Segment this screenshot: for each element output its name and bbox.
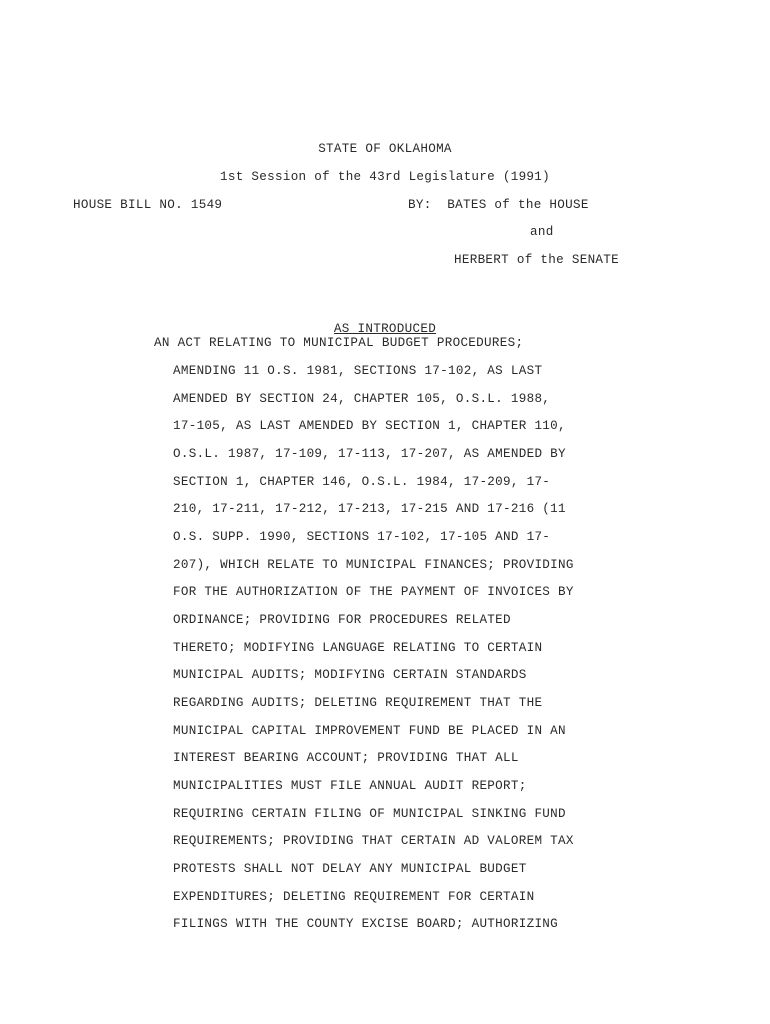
act-line: SECTION 1, CHAPTER 146, O.S.L. 1984, 17-209, 17- xyxy=(173,475,551,489)
status-label: AS INTRODUCED xyxy=(333,322,437,336)
co-author-line: HERBERT of the SENATE xyxy=(454,253,620,267)
act-line: 17-105, AS LAST AMENDED BY SECTION 1, CHAPTER 110, xyxy=(173,419,566,433)
act-line: AMENDING 11 O.S. 1981, SECTIONS 17-102, AS LAST xyxy=(173,364,543,378)
author-line: BY: BATES of the HOUSE xyxy=(408,198,589,212)
act-line: REGARDING AUDITS; DELETING REQUIREMENT THAT THE xyxy=(173,696,543,710)
act-line: 207), WHICH RELATE TO MUNICIPAL FINANCES; PROVIDING xyxy=(173,558,574,572)
act-line: MUNICIPALITIES MUST FILE ANNUAL AUDIT REPORT; xyxy=(173,779,527,793)
act-line: REQUIREMENTS; PROVIDING THAT CERTAIN AD VALOREM TAX xyxy=(173,834,574,848)
and-conjunction: and xyxy=(530,225,554,239)
act-line: FOR THE AUTHORIZATION OF THE PAYMENT OF INVOICES BY xyxy=(173,585,574,599)
act-line: AMENDED BY SECTION 24, CHAPTER 105, O.S.L. 1988, xyxy=(173,392,551,406)
act-line: EXPENDITURES; DELETING REQUIREMENT FOR CERTAIN xyxy=(173,890,535,904)
act-line: REQUIRING CERTAIN FILING OF MUNICIPAL SINKING FUND xyxy=(173,807,566,821)
act-title-first-line: AN ACT RELATING TO MUNICIPAL BUDGET PROCEDURES; xyxy=(154,336,524,350)
state-heading: STATE OF OKLAHOMA xyxy=(318,142,452,156)
act-line: MUNICIPAL CAPITAL IMPROVEMENT FUND BE PLACED IN AN xyxy=(173,724,566,738)
act-line: O.S. SUPP. 1990, SECTIONS 17-102, 17-105 AND 17- xyxy=(173,530,551,544)
act-line: THERETO; MODIFYING LANGUAGE RELATING TO CERTAIN xyxy=(173,641,543,655)
act-line: FILINGS WITH THE COUNTY EXCISE BOARD; AUTHORIZING xyxy=(173,917,559,931)
act-line: PROTESTS SHALL NOT DELAY ANY MUNICIPAL BUDGET xyxy=(173,862,527,876)
act-line: 210, 17-211, 17-212, 17-213, 17-215 AND 17-216 (11 xyxy=(173,502,566,516)
act-line: MUNICIPAL AUDITS; MODIFYING CERTAIN STANDARDS xyxy=(173,668,527,682)
act-line: ORDINANCE; PROVIDING FOR PROCEDURES RELATED xyxy=(173,613,511,627)
act-line: O.S.L. 1987, 17-109, 17-113, 17-207, AS AMENDED BY xyxy=(173,447,566,461)
session-heading: 1st Session of the 43rd Legislature (1991) xyxy=(219,170,550,184)
act-line: INTEREST BEARING ACCOUNT; PROVIDING THAT ALL xyxy=(173,751,519,765)
bill-number: HOUSE BILL NO. 1549 xyxy=(73,198,223,212)
